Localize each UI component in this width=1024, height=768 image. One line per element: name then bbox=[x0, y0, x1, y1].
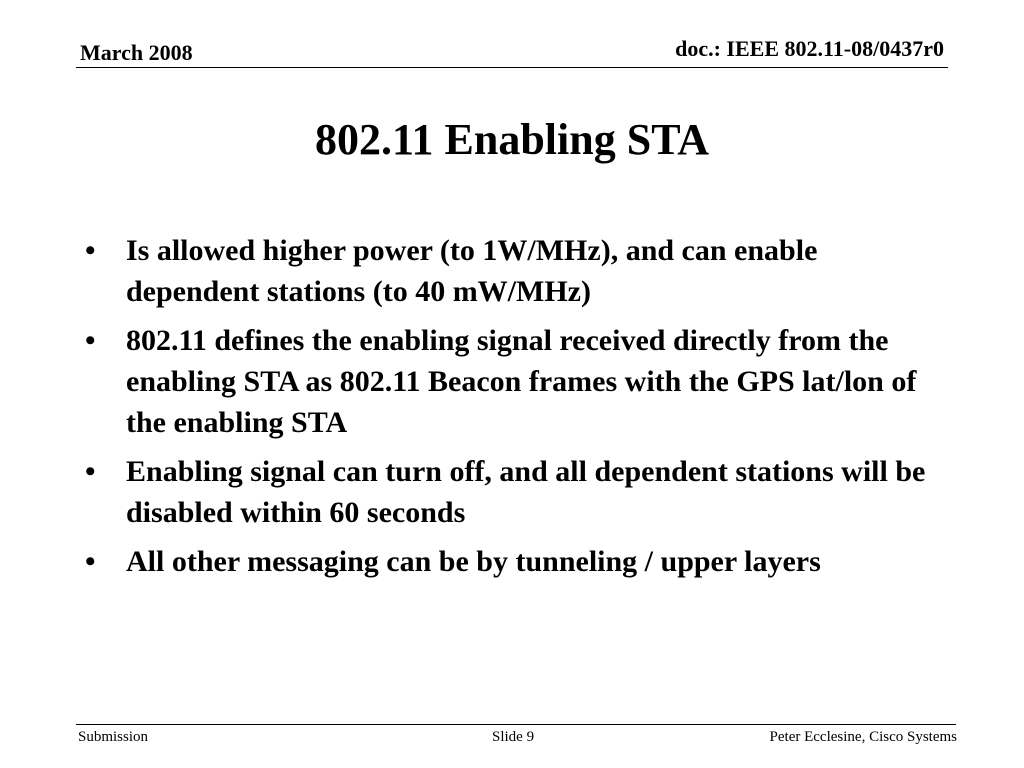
footer-submission: Submission bbox=[78, 729, 149, 745]
header-divider bbox=[76, 67, 948, 68]
footer-slide-number: Slide 9 bbox=[492, 729, 535, 745]
footer-author: Peter Ecclesine, Cisco Systems bbox=[769, 729, 957, 745]
bullet-marker: • bbox=[85, 324, 96, 357]
bullet-text: Enabling signal can turn off, and all dependent stations will be disabled within 60 seconds bbox=[126, 455, 926, 529]
bullet-marker: • bbox=[85, 234, 96, 267]
bullet-marker: • bbox=[85, 455, 96, 488]
bullet-item bbox=[85, 541, 945, 582]
footer-divider bbox=[76, 724, 956, 725]
bullet-text: 802.11 defines the enabling signal received directly from the enabling STA as 802.11 Beacon frames with the GPS lat/lon of the enabling STA bbox=[126, 324, 917, 439]
slide-title: 802.11 Enabling STA bbox=[314, 115, 710, 164]
bullet-item bbox=[85, 230, 945, 312]
bullet-text: Is allowed higher power (to 1W/MHz), and can enable dependent stations (to 40 mW/MHz) bbox=[126, 234, 818, 308]
bullet-list bbox=[85, 230, 945, 590]
header-doc-id: doc.: IEEE 802.11-08/0437r0 bbox=[675, 36, 944, 61]
header-date: March 2008 bbox=[80, 40, 193, 65]
bullet-text: All other messaging can be by tunneling / upper layers bbox=[126, 545, 821, 578]
bullet-item bbox=[85, 320, 945, 443]
bullet-item bbox=[85, 451, 945, 533]
bullet-marker: • bbox=[85, 545, 96, 578]
